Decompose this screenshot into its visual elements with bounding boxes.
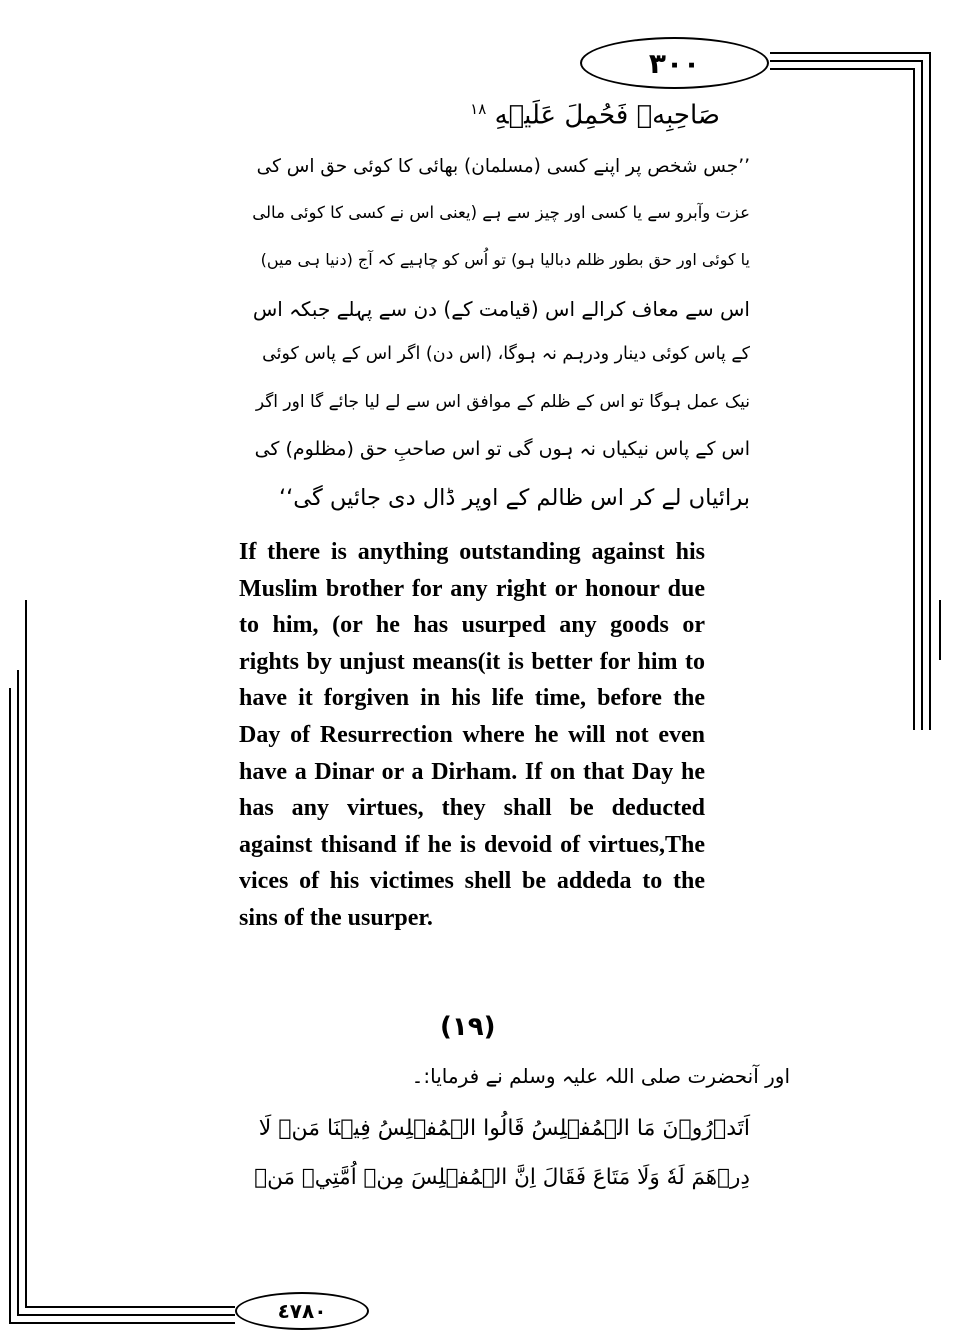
arabic-text-line: اَتَدۡرُوۡنَ مَا الۡمُفۡلِسُ قَالُوا الۡمُفۡلِسُ فِيۡنَا مَنۡ لَا (258, 1116, 750, 1141)
urdu-translation-line: کے پاس کوئی دینار ودرہم نہ ہوگا، (اس دن) اگر اس کے پاس کوئی (262, 344, 750, 364)
urdu-translation-line: نیک عمل ہوگا تو اس کے ظلم کے موافق اس سے لے لیا جائے گا اور اگر (255, 392, 750, 412)
hadith-intro: اور آنحضرت صلی اللہ علیہ وسلم نے فرمایا:۔ (411, 1064, 790, 1088)
english-translation-text: If there is anything outstanding against his Muslim brother for any right or honour due to him, (or he has usurped any goods or rights by unjust means(it is better for him to have it forgiven in his life time, before the Day of Resurrection where he will not even have a Dinar or a Dirham. If on that Day he has any virtues, they shall be deducted against thisand if he is devoid of virtues,The vices of his victimes shell be addeda to the sins of the usurper. (239, 539, 705, 931)
footer-number: ٤٧٨٠ (277, 1299, 327, 1323)
urdu-translation-line: اس کے پاس نیکیاں نہ ہوں گی تو اس صاحبِ حق (مظلوم) کی (254, 438, 750, 460)
footnote-marker: ١٨ (470, 100, 487, 118)
urdu-translation-line: ’’جس شخص پر اپنے کسی (مسلمان) بھائی کا کوئی حق اس کی (256, 156, 750, 177)
page-number: ٣٠٠ (648, 46, 701, 80)
hadith-reference (470, 100, 720, 131)
arabic-text-line: دِرۡهَمَ لَهٗ وَلَا مَتَاعَ فَقَالَ اِنَّ الۡمُفۡلِسَ مِنۡ اُمَّتِيۡ مَنۡ (254, 1165, 750, 1190)
page-number-oval (580, 37, 769, 89)
urdu-translation-line: اس سے معاف کرالے اس (قیامت کے) دن سے پہلے جبکہ اس (252, 297, 750, 321)
urdu-translation-line: برائیاں لے کر اس ظالم کے اوپر ڈال دی جائیں گی‘‘ (278, 485, 750, 511)
urdu-translation-line: عزت وآبرو سے یا کسی اور چیز سے ہے (یعنی اس نے کسی کا کوئی مالی (252, 203, 750, 222)
urdu-translation-line: یا کوئی اور حق بطور ظلم دبالیا ہو) تو اُس کو چاہیے کہ آج (دنیا ہی میں) (260, 250, 750, 269)
english-translation (239, 534, 705, 937)
hadith-reference-text: صَاحِبِهٖ فَحُمِلَ عَلَيۡهِ (494, 100, 720, 131)
hadith-number: (١٩) (440, 1012, 496, 1042)
footer-number-oval (235, 1292, 369, 1330)
